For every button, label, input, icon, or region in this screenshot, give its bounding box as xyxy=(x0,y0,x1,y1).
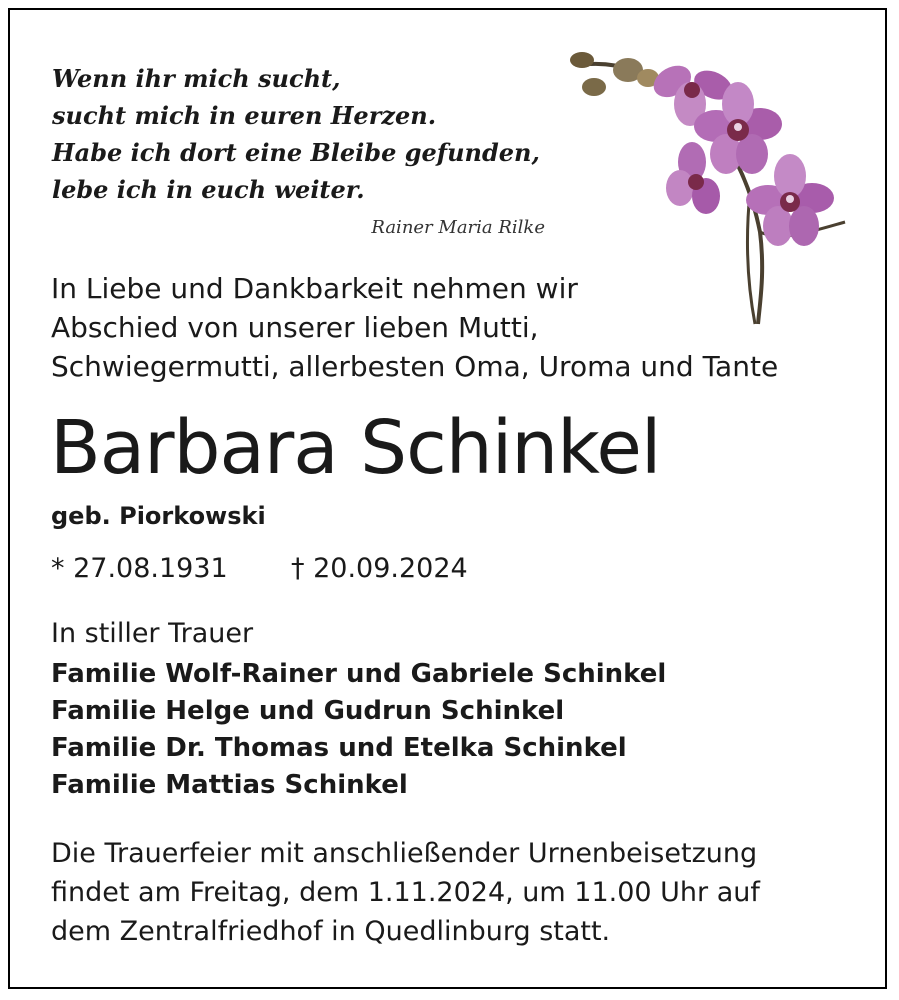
funeral-line: dem Zentralfriedhof in Quedlinburg statt. xyxy=(51,916,611,947)
poem xyxy=(52,60,540,208)
list-item: Familie Helge und Gudrun Schinkel xyxy=(51,696,565,726)
list-item: Familie Wolf-Rainer und Gabriele Schinkel xyxy=(51,659,667,689)
life-dates xyxy=(51,553,468,584)
poem-author: Rainer Maria Rilke xyxy=(371,217,545,238)
poem-line: lebe ich in euch weiter. xyxy=(52,175,365,204)
birth-date: * 27.08.1931 xyxy=(51,553,228,584)
poem-line: sucht mich in euren Herzen. xyxy=(52,101,437,130)
poem-line: Wenn ihr mich sucht, xyxy=(52,64,341,93)
mourners-heading: In stiller Trauer xyxy=(51,618,254,649)
death-date: † 20.09.2024 xyxy=(291,553,468,584)
intro-text xyxy=(51,269,778,386)
list-item: Familie Dr. Thomas und Etelka Schinkel xyxy=(51,733,627,763)
list-item: Familie Mattias Schinkel xyxy=(51,770,408,800)
intro-line: Schwiegermutti, allerbesten Oma, Uroma und Tante xyxy=(51,350,779,383)
funeral-line: findet am Freitag, dem 1.11.2024, um 11.00 Uhr auf xyxy=(51,877,760,908)
funeral-details xyxy=(51,834,760,951)
mourners-list xyxy=(51,656,666,804)
intro-line: In Liebe und Dankbarkeit nehmen wir xyxy=(51,272,578,305)
intro-line: Abschied von unserer lieben Mutti, xyxy=(51,311,539,344)
funeral-line: Die Trauerfeier mit anschließender Urnenbeisetzung xyxy=(51,838,758,869)
deceased-name: Barbara Schinkel xyxy=(50,405,661,491)
maiden-name: geb. Piorkowski xyxy=(51,502,266,530)
poem-line: Habe ich dort eine Bleibe gefunden, xyxy=(52,138,540,167)
